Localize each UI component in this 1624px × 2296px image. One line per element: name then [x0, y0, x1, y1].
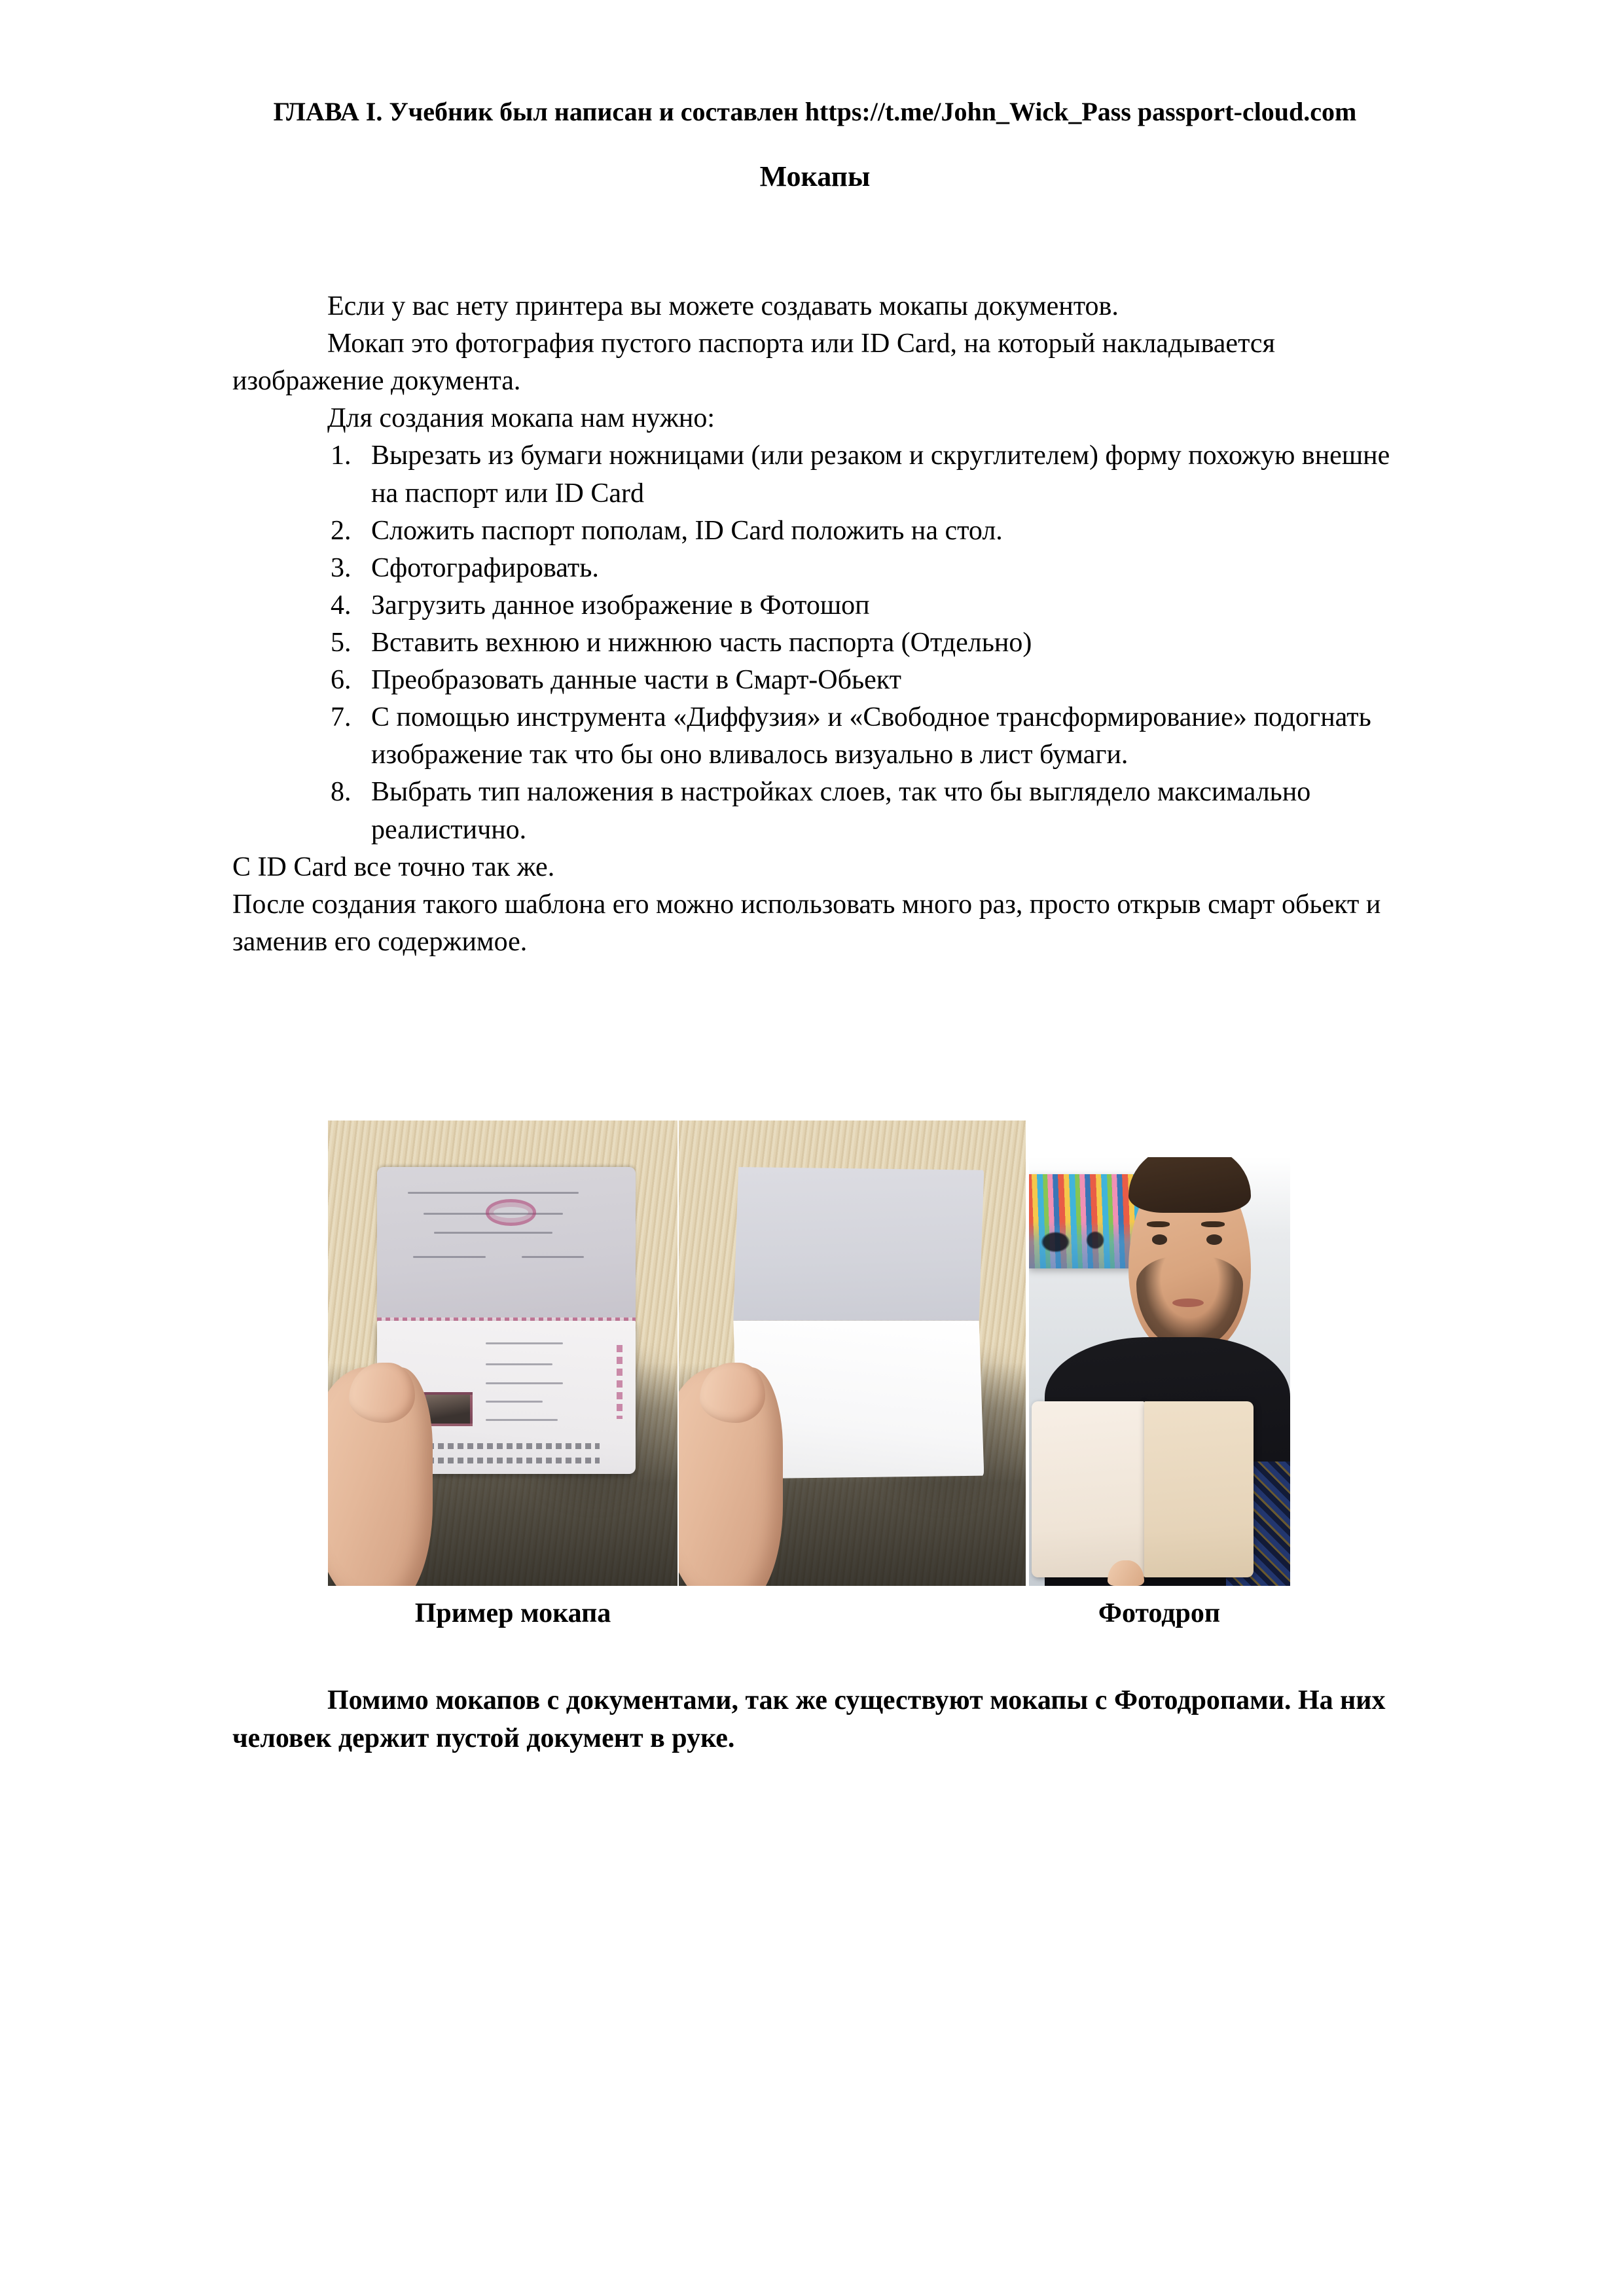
document-body: [232, 288, 1404, 961]
photodrop-photo: [1029, 1157, 1290, 1586]
running-header: ГЛАВА I. Учебник был написан и составлен https://t.me/John_Wick_Pass passport-cloud.com: [273, 97, 1357, 126]
paragraph-reuse: После создания такого шаблона его можно использовать много раз, просто открыв смарт обьект и заменив его содержимое.: [232, 889, 1381, 957]
paragraph-idcard: С ID Card все точно так же.: [232, 852, 555, 882]
list-item: Вырезать из бумаги ножницами (или резаком и скруглителем) форму похожую внешне на паспорт или ID Card: [371, 440, 1390, 509]
person-eye-left: [1152, 1234, 1168, 1245]
figure-strip: [328, 1121, 1290, 1587]
passport-serial: [617, 1345, 623, 1419]
person-hair: [1128, 1157, 1252, 1213]
list-item: Загрузить данное изображение в Фотошоп: [371, 590, 870, 620]
list-item: Вставить вехнюю и нижнюю часть паспорта (Отдельно): [371, 627, 1032, 658]
person-brow-right: [1201, 1221, 1225, 1227]
photodrop-right-page: [1144, 1401, 1254, 1577]
page-title: Мокапы: [759, 160, 871, 192]
paragraph-intro-1: Если у вас нету принтера вы можете создавать мокапы документов.: [327, 291, 1119, 321]
caption-mockup: Пример мокапа: [414, 1598, 611, 1628]
list-item: С помощью инструмента «Диффузия» и «Свободное трансформирование» подогнать изображение так что бы оно вливалось визуально в лист бумаги.: [371, 702, 1371, 770]
passport-stamp: [486, 1199, 536, 1226]
closing-block: [232, 1682, 1404, 1758]
passport-mockup-photo: [328, 1121, 677, 1586]
list-item: Сфотографировать.: [371, 552, 599, 583]
list-item: Выбрать тип наложения в настройках слоев, так что бы выглядело максимально реалистично.: [371, 777, 1311, 845]
passport-upper-page: [377, 1167, 636, 1321]
photodrop-left-page: [1032, 1401, 1144, 1577]
caption-photodrop: Фотодроп: [1098, 1598, 1221, 1628]
list-item: Преобразовать данные части в Смарт-Обьект: [371, 665, 901, 696]
blank-paper-photo: [679, 1121, 1026, 1586]
paper-upper-half: [731, 1167, 984, 1321]
steps-list: [232, 437, 1404, 848]
paragraph-intro-2: Мокап это фотография пустого паспорта или ID Card, на который накладывается изображение документа.: [232, 329, 1275, 397]
paragraph-steps-lead: Для создания мокапа нам нужно:: [327, 403, 715, 434]
list-item: Сложить паспорт пополам, ID Card положить на стол.: [371, 515, 1003, 546]
closing-paragraph: Помимо мокапов с документами, так же существуют мокапы с Фотодропами. На них человек держит пустой документ в руке.: [232, 1685, 1386, 1753]
person-brow-left: [1147, 1221, 1170, 1227]
person-eye-right: [1206, 1234, 1222, 1245]
